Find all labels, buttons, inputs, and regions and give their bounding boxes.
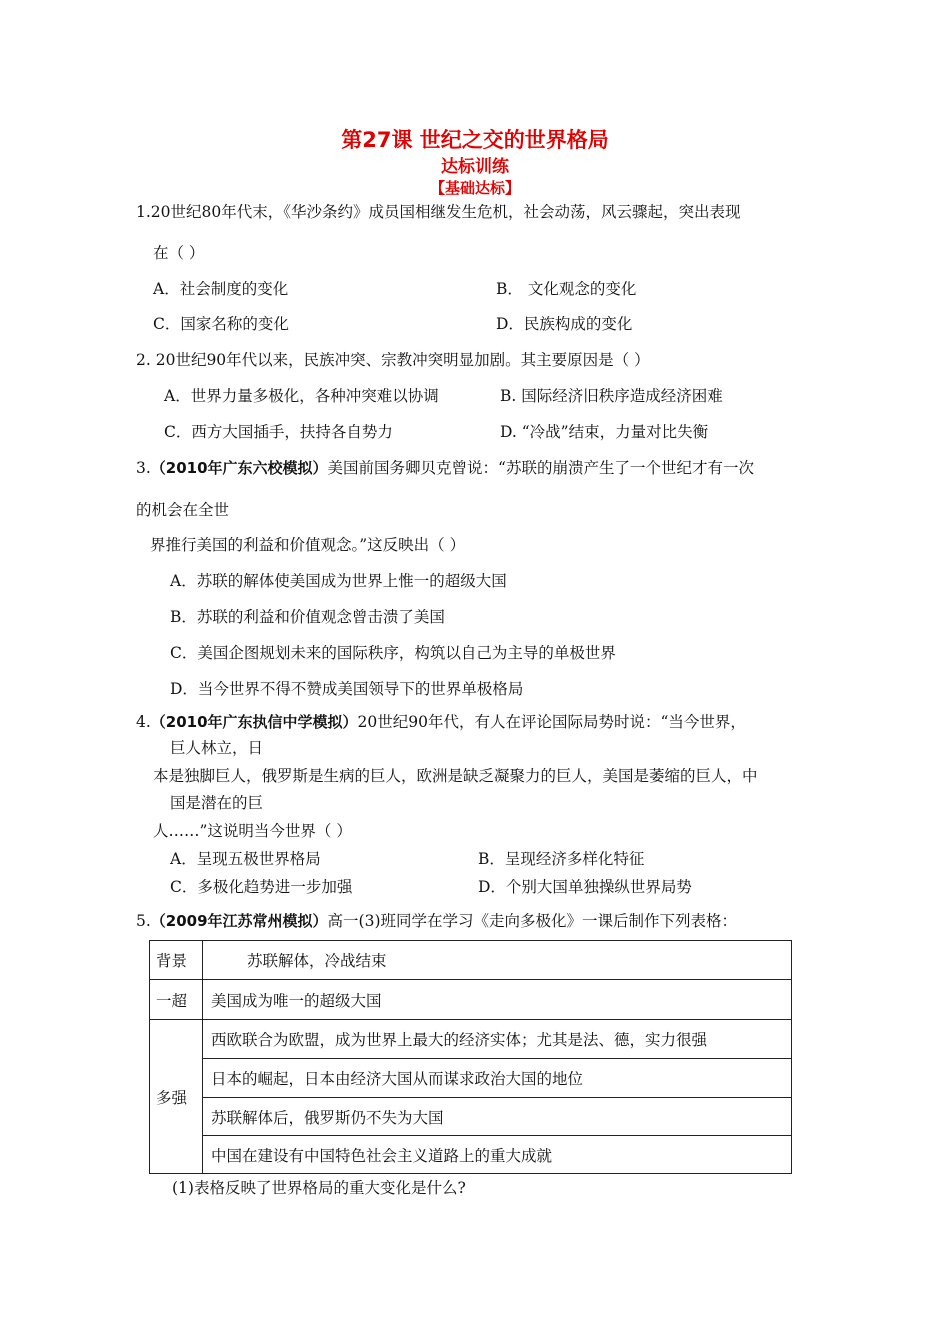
q4-option-c: C．多极化趋势进一步加强 [170,878,353,896]
q1-option-d: D．民族构成的变化 [496,315,633,333]
table-label-powers: 多强 [150,1020,203,1174]
q5-stem-text: 高一(3)班同学在学习《走向多极化》一课后制作下列表格： [327,912,738,930]
page-subtitle: 达标训练 [441,157,509,177]
table-row [150,1136,792,1174]
table-label-superpower: 一超 [150,980,203,1020]
q3-stem-line3: 界推行美国的利益和价值观念。”这反映出（ ） [150,536,466,554]
table-row [150,1020,792,1059]
q4-stem-text: 20世纪90年代，有人在评论国际局势时说：“当今世界， [357,713,746,731]
q3-source: （2010年广东六校模拟） [150,459,328,477]
q2-option-b: B. 国际经济旧秩序造成经济困难 [500,387,723,405]
table-label-background: 背景 [150,941,203,980]
table-row [150,1059,792,1098]
q2-option-c: C．西方大国插手，扶持各自势力 [164,423,393,441]
q4-option-a: A．呈现五极世界格局 [170,850,321,868]
q1-option-a: A．社会制度的变化 [153,280,289,298]
q4-stem-line1 [136,712,746,732]
table-row [150,941,792,980]
q1-option-c: C．国家名称的变化 [153,315,289,333]
table-row [150,1098,792,1136]
q5-source: （2009年江苏常州模拟） [150,912,328,930]
q3-option-c: C．美国企图规划未来的国际秩序，构筑以自己为主导的单极世界 [170,644,616,662]
q2-stem: 2. 20世纪90年代以来，民族冲突、宗教冲突明显加剧。其主要原因是（ ） [136,351,650,369]
page-title: 第27课 世纪之交的世界格局 [341,128,609,152]
q3-option-a: A．苏联的解体使美国成为世界上惟一的超级大国 [170,572,507,590]
q4-source: （2010年广东执信中学模拟） [150,713,358,731]
q3-option-b: B．苏联的利益和价值观念曾击溃了美国 [170,608,445,626]
q4-stem-line5: 人……”这说明当今世界（ ） [153,822,352,840]
table-cell-background: 苏联解体，冷战结束 [203,941,792,980]
q1-stem-line2: 在（ ） [153,244,205,262]
q4-stem-line2: 巨人林立，日 [170,739,264,757]
q5-stem [136,911,737,931]
q2-option-a: A．世界力量多极化，各种冲突难以协调 [164,387,439,405]
table-cell-power: 日本的崛起，日本由经济大国从而谋求政治大国的地位 [203,1059,792,1098]
q4-stem-line3: 本是独脚巨人，俄罗斯是生病的巨人，欧洲是缺乏凝聚力的巨人，美国是萎缩的巨人，中 [153,767,758,785]
q1-stem-line1: 1.20世纪80年代末，《华沙条约》成员国相继发生危机，社会动荡，风云骤起，突出表现 [136,203,741,221]
q5-number: 5. [136,912,151,930]
q4-stem-line4: 国是潜在的巨 [170,794,264,812]
q3-stem-line2: 的机会在全世 [136,501,230,519]
q3-number: 3. [136,459,151,477]
table-cell-power: 西欧联合为欧盟，成为世界上最大的经济实体；尤其是法、德，实力很强 [203,1020,792,1059]
q4-option-d: D．个别大国单独操纵世界局势 [478,878,692,896]
q3-stem-line1 [136,458,754,478]
q3-option-d: D．当今世界不得不赞成美国领导下的世界单极格局 [170,680,524,698]
section-heading: 【基础达标】 [429,179,520,197]
table-cell-power: 苏联解体后，俄罗斯仍不失为大国 [203,1098,792,1136]
table-cell-superpower: 美国成为唯一的超级大国 [203,980,792,1020]
q2-option-d: D. “冷战”结束，力量对比失衡 [500,423,709,441]
table-row [150,980,792,1020]
table-cell-power: 中国在建设有中国特色社会主义道路上的重大成就 [203,1136,792,1174]
q3-stem-text: 美国前国务卿贝克曾说：“苏联的崩溃产生了一个世纪才有一次 [327,459,754,477]
q4-option-b: B．呈现经济多样化特征 [478,850,645,868]
q5-subquestion-1: (1)表格反映了世界格局的重大变化是什么? [172,1179,466,1197]
world-pattern-table [149,940,792,1174]
q4-number: 4. [136,713,151,731]
q1-option-b: B． 文化观念的变化 [496,280,637,298]
